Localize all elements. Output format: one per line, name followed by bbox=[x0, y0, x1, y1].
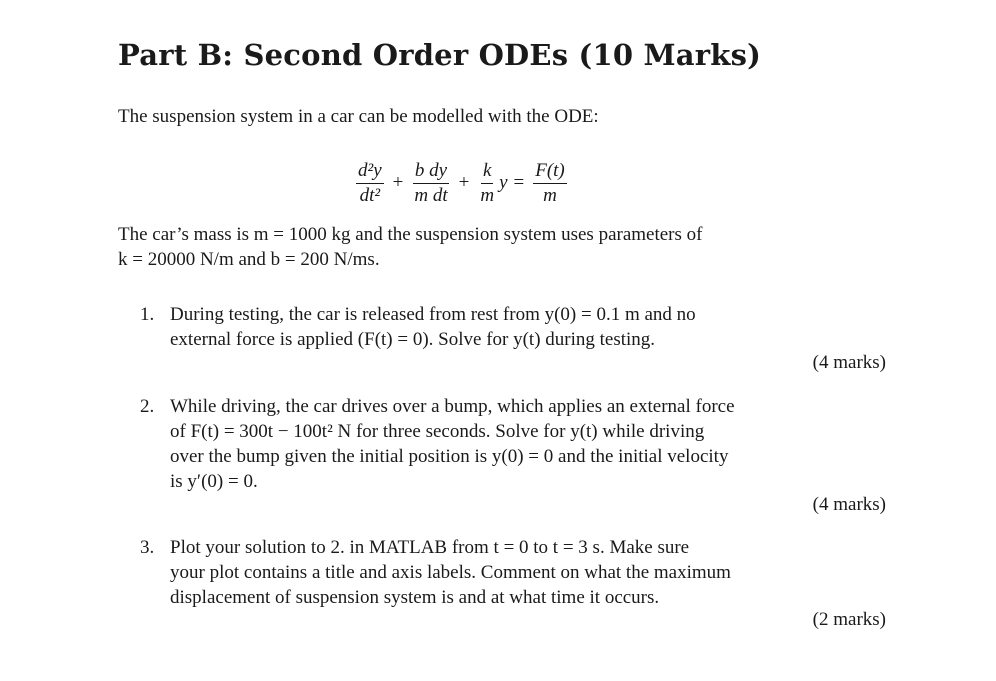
question-text bbox=[170, 394, 836, 494]
parameters-paragraph bbox=[118, 222, 838, 272]
question-text bbox=[170, 302, 836, 352]
marks-label: (4 marks) bbox=[812, 494, 886, 515]
question-line: Plot your solution to 2. in MATLAB from t = 0 to t = 3 s. Make sure bbox=[170, 537, 690, 558]
stiffness-term bbox=[478, 160, 496, 207]
term1-numerator: d²y bbox=[356, 160, 384, 184]
plus-sign: + bbox=[458, 172, 470, 193]
question-line: displacement of suspension system is and at what time it occurs. bbox=[170, 587, 660, 608]
question-line: over the bump given the initial position is y(0) = 0 and the initial velocity bbox=[170, 446, 729, 467]
ode-equation bbox=[353, 153, 570, 213]
marks-label: (4 marks) bbox=[812, 352, 886, 373]
question-text bbox=[170, 535, 836, 610]
forcing-term bbox=[533, 160, 567, 207]
parameters-line: k = 20000 N/m and b = 200 N/ms. bbox=[118, 249, 380, 270]
term2-numerator: b dy bbox=[413, 160, 449, 184]
question-line: of F(t) = 300t − 100t² N for three seconds. Solve for y(t) while driving bbox=[170, 421, 705, 442]
section-title: Part B: Second Order ODEs (10 Marks) bbox=[118, 38, 762, 72]
term1-denominator: dt² bbox=[359, 184, 381, 206]
question-number: 1. bbox=[140, 304, 155, 325]
question-number: 2. bbox=[140, 396, 155, 417]
question-line: external force is applied (F(t) = 0). Solve for y(t) during testing. bbox=[170, 329, 656, 350]
rhs-numerator: F(t) bbox=[533, 160, 567, 184]
damping-term bbox=[412, 160, 449, 207]
parameters-line: The car’s mass is m = 1000 kg and the suspension system uses parameters of bbox=[118, 224, 703, 245]
rhs-denominator: m bbox=[543, 184, 557, 206]
term3-variable: y bbox=[499, 172, 508, 193]
plus-sign: + bbox=[392, 172, 404, 193]
equals-sign: = bbox=[513, 172, 525, 193]
term2-denominator: m dt bbox=[414, 184, 448, 206]
marks-label: (2 marks) bbox=[812, 609, 886, 630]
question-line: During testing, the car is released from rest from y(0) = 0.1 m and no bbox=[170, 304, 696, 325]
question-number: 3. bbox=[140, 537, 155, 558]
question-line: is y′(0) = 0. bbox=[170, 471, 258, 492]
term3-numerator: k bbox=[481, 160, 493, 184]
term3-denominator: m bbox=[480, 184, 495, 206]
intro-text: The suspension system in a car can be modelled with the ODE: bbox=[118, 106, 599, 127]
second-derivative-term bbox=[356, 160, 384, 207]
question-line: your plot contains a title and axis labels. Comment on what the maximum bbox=[170, 562, 731, 583]
question-line: While driving, the car drives over a bump, which applies an external force bbox=[170, 396, 735, 417]
